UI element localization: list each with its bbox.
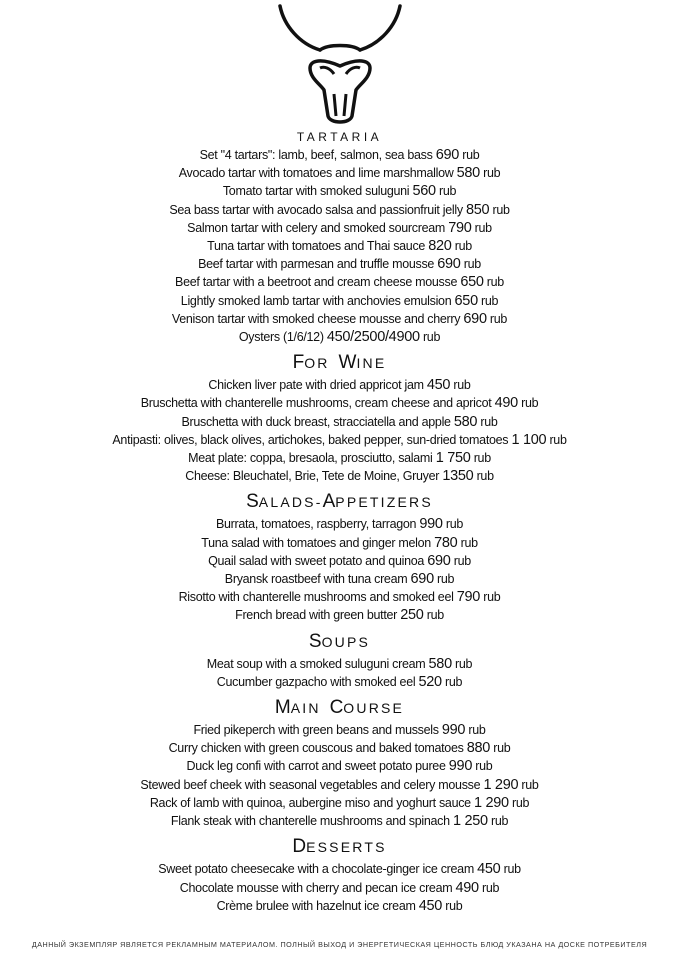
menu-item-name: Salmon tartar with celery and smoked sourcream xyxy=(187,220,445,235)
menu-item-currency: rub xyxy=(463,257,481,272)
menu-item-name: Chicken liver pate with dried appricot jam xyxy=(208,378,424,393)
menu-item-currency: rub xyxy=(453,553,471,568)
menu-item-currency: rub xyxy=(482,880,500,895)
menu-item-price: 990 xyxy=(419,516,443,533)
menu-item-price: 580 xyxy=(453,413,478,430)
menu-item-name: Bruschetta with duck breast, stracciatella and apple xyxy=(181,414,451,429)
menu-item-currency: rub xyxy=(422,330,441,345)
menu-item xyxy=(0,655,679,673)
menu-item-price: 990 xyxy=(448,758,473,775)
menu-item xyxy=(0,273,679,291)
menu-item-currency: rub xyxy=(445,517,464,532)
menu-item-name: Venison tartar with smoked cheese mousse and cherry xyxy=(171,311,461,326)
menu-item-name: Meat soup with a smoked suluguni cream xyxy=(206,656,426,671)
menu-item-name: Burrata, tomatoes, raspberry, tarragon xyxy=(215,517,417,532)
menu-item-currency: rub xyxy=(493,741,511,756)
menu-item-currency: rub xyxy=(445,674,463,689)
menu-item-price: 450 xyxy=(418,897,443,914)
menu-item xyxy=(0,394,679,412)
menu-item-price: 1350 xyxy=(442,468,474,485)
menu-item-price: 690 xyxy=(427,552,451,569)
bull-head-icon xyxy=(276,4,404,128)
menu-item-name: Crème brulee with hazelnut ice cream xyxy=(216,898,416,913)
menu-item-currency: rub xyxy=(483,166,501,181)
menu-item-price: 820 xyxy=(428,238,452,255)
brand-name: TARTARIA xyxy=(296,130,383,144)
menu-item-price: 580 xyxy=(428,655,452,672)
menu-item xyxy=(0,879,679,897)
menu-item xyxy=(0,449,679,467)
menu-item-name: Tuna salad with tomatoes and ginger melon xyxy=(201,535,431,550)
menu-item-price: 250 xyxy=(400,607,424,624)
menu-item xyxy=(0,860,679,878)
menu-item-name: Beef tartar with a beetroot and cream cheese mousse xyxy=(175,275,458,290)
menu-item xyxy=(0,812,679,830)
section-title: FOR WINE xyxy=(292,352,387,374)
menu-item-price: 1 750 xyxy=(435,450,471,467)
menu-item-currency: rub xyxy=(438,184,457,199)
menu-item-currency: rub xyxy=(503,862,521,877)
menu-item-price: 450 xyxy=(426,377,451,394)
menu-item-price: 880 xyxy=(466,740,491,757)
menu-item-name: Set "4 tartars": lamb, beef, salmon, sea bass xyxy=(199,148,433,162)
menu-item xyxy=(0,606,679,624)
menu-item-currency: rub xyxy=(521,777,539,792)
menu-item-price: 1 100 xyxy=(511,431,547,448)
menu-item xyxy=(0,146,679,164)
menu-item-price: 690 xyxy=(437,256,461,273)
menu-item xyxy=(0,292,679,310)
menu-item xyxy=(0,182,679,200)
menu-item xyxy=(0,201,679,219)
menu-item-name: Flank steak with chanterelle mushrooms and spinach xyxy=(170,814,450,829)
menu-item-name: Beef tartar with parmesan and truffle mousse xyxy=(198,257,435,272)
menu-item-currency: rub xyxy=(489,311,508,326)
menu-item xyxy=(0,534,679,552)
menu-item-currency: rub xyxy=(486,275,504,290)
menu-item xyxy=(0,237,679,255)
menu-item-currency: rub xyxy=(476,469,494,484)
logo xyxy=(0,0,679,150)
section-title: MAIN COURSE xyxy=(274,697,405,719)
menu-item-price: 850 xyxy=(466,201,490,218)
menu-item-price: 490 xyxy=(494,395,518,412)
menu-item xyxy=(0,431,679,449)
menu-item xyxy=(0,673,679,691)
menu-item xyxy=(0,897,679,915)
menu-item-currency: rub xyxy=(480,414,498,429)
menu-item-price: 990 xyxy=(441,722,466,739)
menu-item xyxy=(0,757,679,775)
menu-item-price: 790 xyxy=(448,219,472,236)
menu-item-currency: rub xyxy=(460,535,478,550)
menu-item xyxy=(0,552,679,570)
menu-item-name: Cheese: Bleuchatel, Brie, Tete de Moine, Gruyer xyxy=(185,469,440,484)
menu-item-name: Meat plate: coppa, bresaola, prosciutto, salami xyxy=(188,451,433,466)
menu-item-name: Tomato tartar with smoked suluguni xyxy=(222,184,410,199)
menu-item xyxy=(0,467,679,485)
menu-item xyxy=(0,515,679,533)
menu-item-currency: rub xyxy=(492,202,510,217)
menu-item-name: Cucumber gazpacho with smoked eel xyxy=(216,674,416,689)
menu-item-price: 520 xyxy=(418,673,442,690)
menu-item-currency: rub xyxy=(445,898,463,913)
menu-item-name: Tuna tartar with tomatoes and Thai sauce xyxy=(207,239,426,254)
menu-item-name: Rack of lamb with quinoa, aubergine miso and yoghurt sauce xyxy=(149,795,471,810)
menu-item-name: Sweet potato cheesecake with a chocolate-ginger ice cream xyxy=(158,862,474,877)
menu-item xyxy=(0,164,679,182)
menu-item-currency: rub xyxy=(549,432,567,447)
menu-item-currency: rub xyxy=(454,239,472,254)
menu-item-currency: rub xyxy=(512,795,530,810)
menu-item-name: Sea bass tartar with avocado salsa and passionfruit jelly xyxy=(169,202,463,217)
section-title: SALADS-APPETIZERS xyxy=(246,491,433,513)
menu-item xyxy=(0,219,679,237)
menu-item-price: 650 xyxy=(454,292,478,309)
menu-item-currency: rub xyxy=(455,656,473,671)
menu-item-name: Duck leg confi with carrot and sweet potato puree xyxy=(186,759,446,774)
menu-item-name: Risotto with chanterelle mushrooms and smoked eel xyxy=(178,590,454,605)
menu-item xyxy=(0,588,679,606)
menu-item-name: Avocado tartar with tomatoes and lime marshmallow xyxy=(178,166,454,181)
menu-item xyxy=(0,721,679,739)
menu-item-name: Lightly smoked lamb tartar with anchovies emulsion xyxy=(180,293,452,308)
menu-item-name: Chocolate mousse with cherry and pecan ice cream xyxy=(179,880,453,895)
menu-item-currency: rub xyxy=(483,590,501,605)
menu-item-price: 1 290 xyxy=(483,776,519,793)
menu-item-name: Antipasti: olives, black olives, artichokes, baked pepper, sun-dried tomatoes xyxy=(112,432,509,447)
menu-item xyxy=(0,776,679,794)
menu-item xyxy=(0,255,679,273)
menu-item-currency: rub xyxy=(475,759,493,774)
menu-item-price: 690 xyxy=(463,310,487,327)
menu-item-currency: rub xyxy=(473,451,491,466)
menu-item-price: 1 250 xyxy=(452,813,488,830)
menu-item-price: 790 xyxy=(456,589,481,606)
menu-item-price: 690 xyxy=(410,571,434,588)
menu-item-price: 650 xyxy=(460,274,484,291)
menu-item-name: Stewed beef cheek with seasonal vegetables and celery mousse xyxy=(140,777,481,792)
menu-item-name: French bread with green butter xyxy=(235,608,398,623)
menu-item-currency: rub xyxy=(426,608,444,623)
menu-item xyxy=(0,376,679,394)
menu-item-currency: rub xyxy=(437,572,455,587)
menu-item-name: Bruschetta with chanterelle mushrooms, cream cheese and apricot xyxy=(140,396,492,411)
menu xyxy=(0,146,679,915)
menu-item-price: 580 xyxy=(456,165,480,182)
menu-item xyxy=(0,570,679,588)
menu-item-currency: rub xyxy=(474,220,492,235)
menu-item-name: Bryansk roastbeef with tuna cream xyxy=(224,572,408,587)
menu-item xyxy=(0,328,679,346)
section-title: SOUPS xyxy=(308,630,371,652)
menu-item-price: 780 xyxy=(434,534,458,551)
menu-item-currency: rub xyxy=(481,293,499,308)
section-title: DESSERTS xyxy=(292,836,387,858)
menu-item-price: 1 290 xyxy=(474,794,509,811)
menu-item xyxy=(0,413,679,431)
menu-item-price: 490 xyxy=(455,879,479,896)
menu-item-name: Oysters (1/6/12) xyxy=(238,330,324,345)
menu-item-currency: rub xyxy=(453,378,471,393)
menu-item xyxy=(0,310,679,328)
menu-item xyxy=(0,739,679,757)
menu-item-currency: rub xyxy=(490,814,509,829)
menu-item-name: Curry chicken with green couscous and baked tomatoes xyxy=(168,741,464,756)
menu-item-name: Quail salad with sweet potato and quinoa xyxy=(208,553,425,568)
menu-item-price: 450 xyxy=(477,861,501,878)
menu-item-price: 690 xyxy=(435,147,460,163)
menu-item xyxy=(0,794,679,812)
menu-item-price: 560 xyxy=(412,183,436,200)
menu-item-price: 450/2500/4900 xyxy=(326,329,420,346)
footer-disclaimer: ДАННЫЙ ЭКЗЕМПЛЯР ЯВЛЯЕТСЯ РЕКЛАМНЫМ МАТЕРИАЛОМ. ПОЛНЫЙ ВЫХОД И ЭНЕРГЕТИЧЕСКАЯ ЦЕННОСТЬ БЛЮД УКАЗАНА НА ДОСКЕ ПОТРЕБИТЕЛЯ xyxy=(31,940,648,949)
menu-item-currency: rub xyxy=(468,723,486,738)
menu-item-name: Fried pikeperch with green beans and mussels xyxy=(193,723,439,738)
menu-item-currency: rub xyxy=(462,148,480,162)
menu-item-currency: rub xyxy=(521,396,539,411)
